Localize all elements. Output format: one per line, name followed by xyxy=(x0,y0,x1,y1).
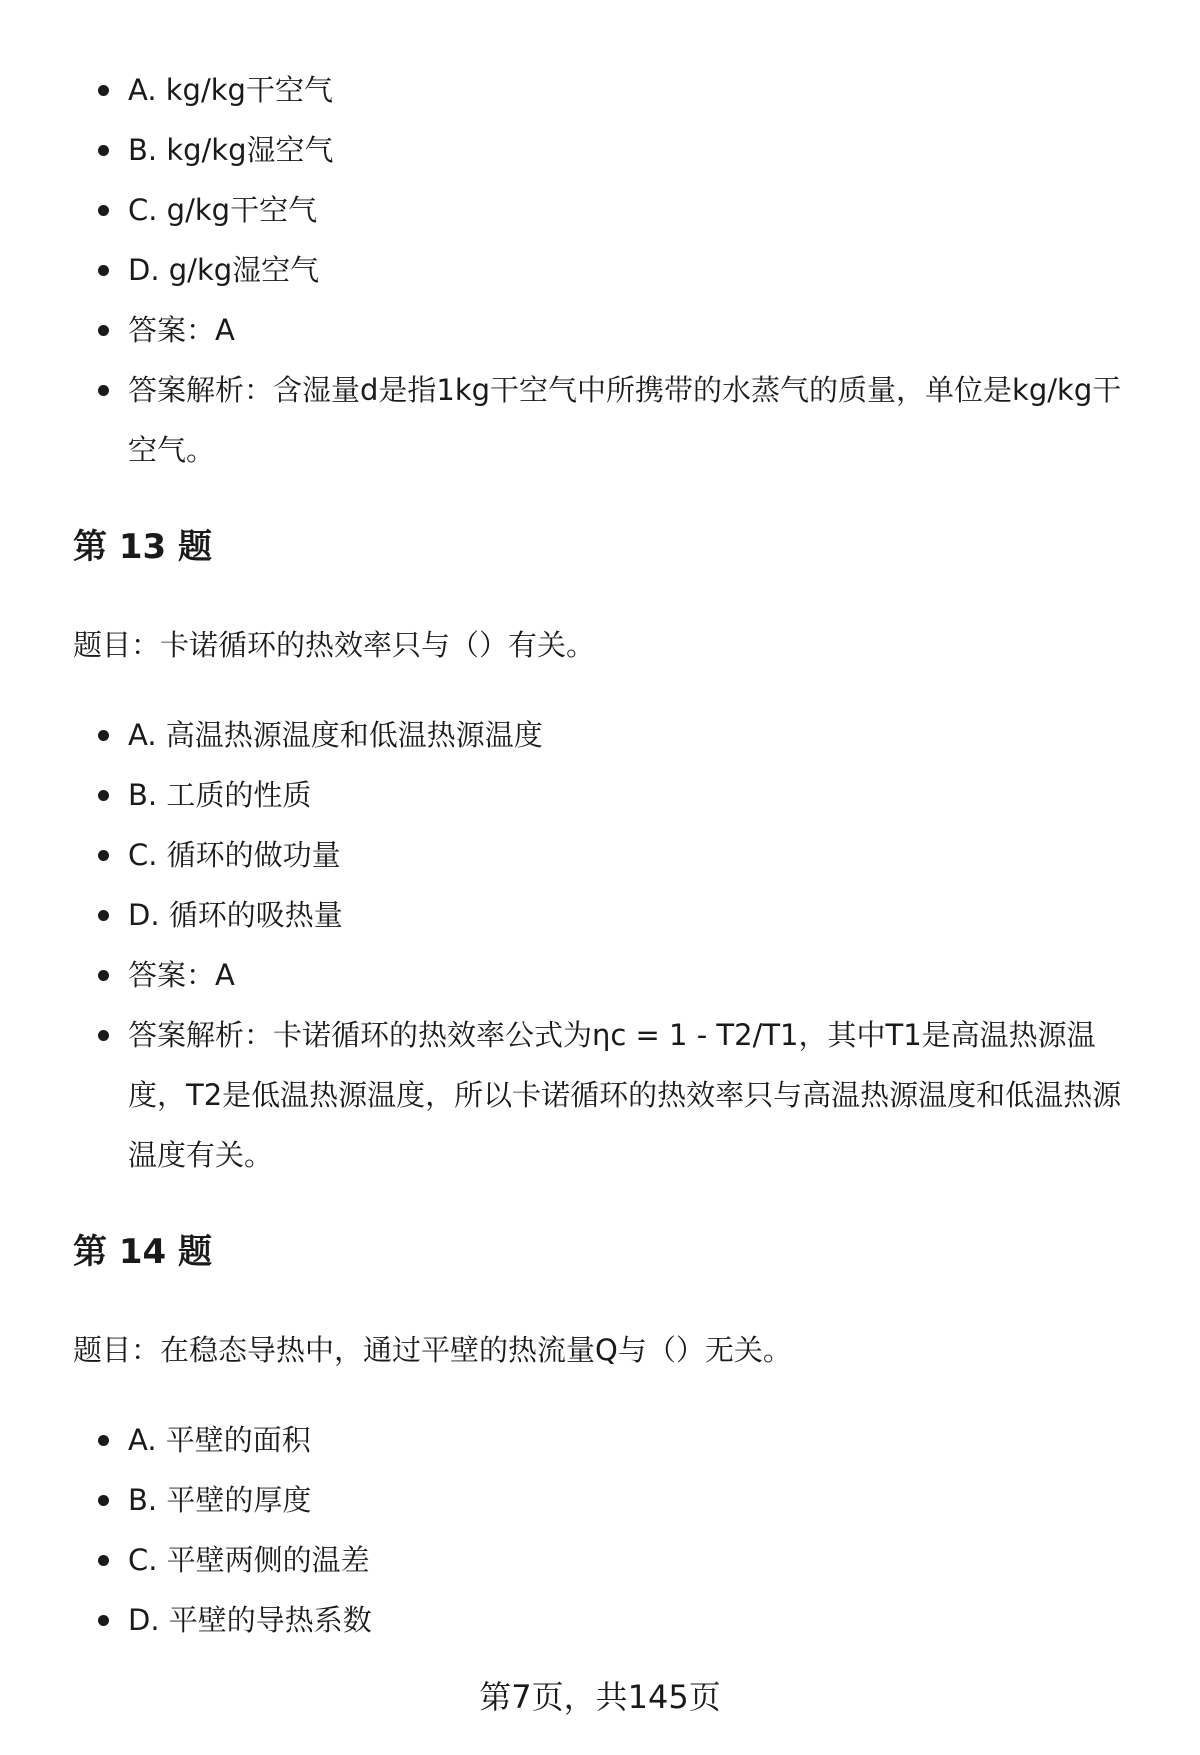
q14-heading: 第 14 题 xyxy=(73,1232,212,1272)
q14-option-d: D. 平壁的导热系数 xyxy=(0,1590,1200,1650)
q12-answer: 答案：A xyxy=(0,300,1200,360)
q13-option-d: D. 循环的吸热量 xyxy=(0,885,1200,945)
q14-option-list xyxy=(0,1410,1200,1650)
q13-question: 题目：卡诺循环的热效率只与（）有关。 xyxy=(73,628,596,662)
q13-option-c: C. 循环的做功量 xyxy=(0,825,1200,885)
q13-analysis: 答案解析：卡诺循环的热效率公式为ηc = 1 - T2/T1，其中T1是高温热源温度，T2是低温热源温度，所以卡诺循环的热效率只与高温热源温度和低温热源温度有关。 xyxy=(0,1005,1200,1185)
q13-option-b: B. 工质的性质 xyxy=(0,765,1200,825)
q13-option-a: A. 高温热源温度和低温热源温度 xyxy=(0,705,1200,765)
q13-option-list xyxy=(0,705,1200,1185)
q12-option-a: A. kg/kg干空气 xyxy=(0,60,1200,120)
q14-option-b: B. 平壁的厚度 xyxy=(0,1470,1200,1530)
q12-option-c: C. g/kg干空气 xyxy=(0,180,1200,240)
q14-option-c: C. 平壁两侧的温差 xyxy=(0,1530,1200,1590)
q12-option-list xyxy=(0,60,1200,480)
q13-heading: 第 13 题 xyxy=(73,527,212,567)
q12-option-b: B. kg/kg湿空气 xyxy=(0,120,1200,180)
q12-analysis: 答案解析：含湿量d是指1kg干空气中所携带的水蒸气的质量，单位是kg/kg干空气。 xyxy=(0,360,1200,480)
q14-question: 题目：在稳态导热中，通过平壁的热流量Q与（）无关。 xyxy=(73,1333,792,1367)
q13-answer: 答案：A xyxy=(0,945,1200,1005)
q12-option-d: D. g/kg湿空气 xyxy=(0,240,1200,300)
page-number: 第7页，共145页 xyxy=(479,1678,721,1716)
q14-option-a: A. 平壁的面积 xyxy=(0,1410,1200,1470)
